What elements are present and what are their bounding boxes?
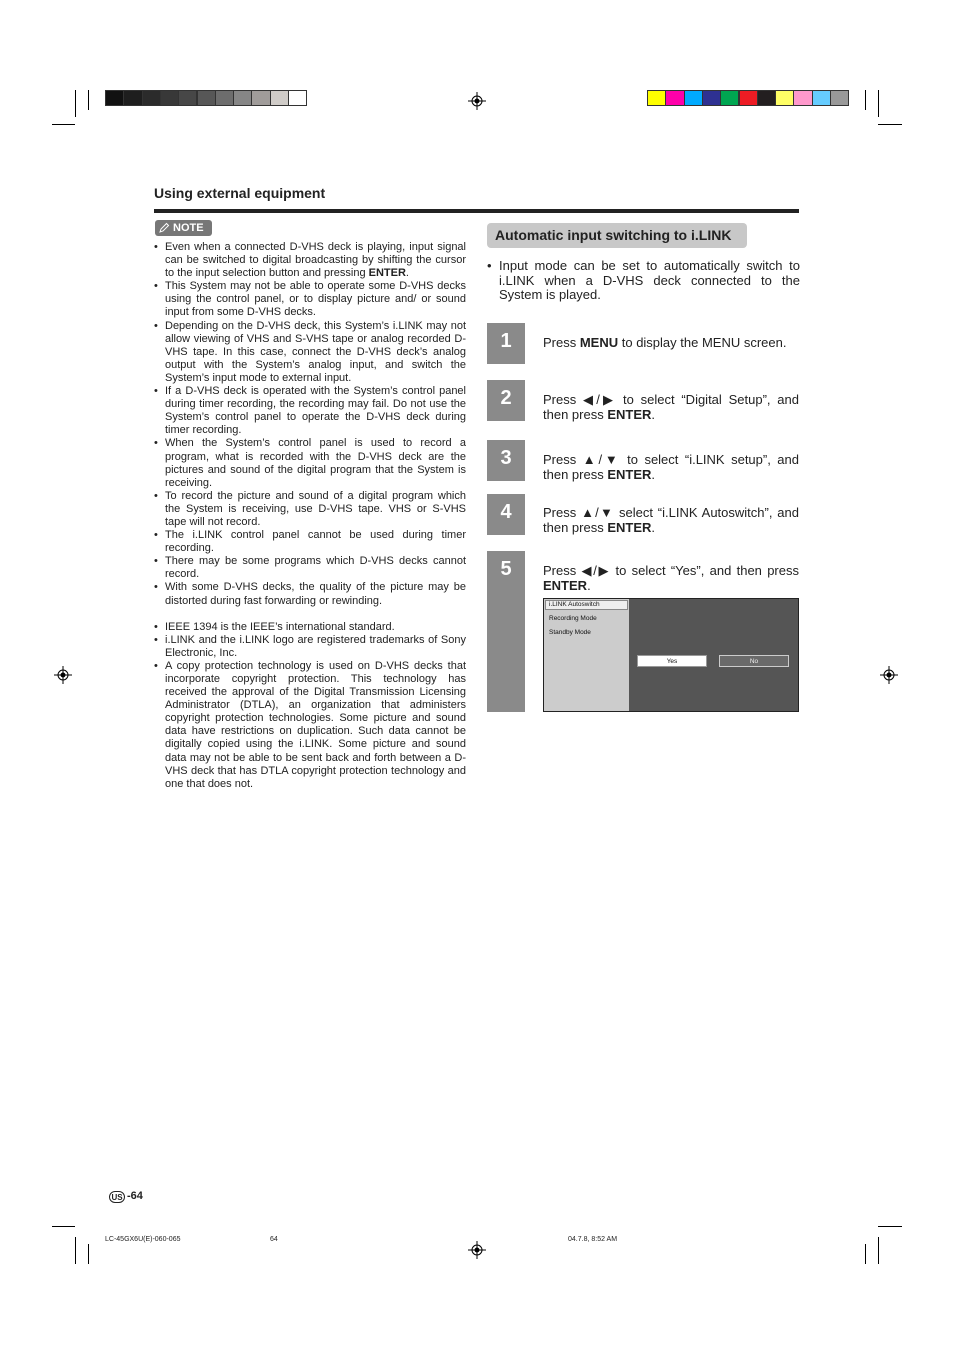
- color-swatch: [684, 90, 703, 106]
- crop-mark: [865, 1244, 866, 1264]
- color-swatch: [702, 90, 721, 106]
- step-number: 5: [487, 551, 525, 712]
- registration-mark-icon: [468, 92, 486, 110]
- footer-timestamp: 04.7.8, 8:52 AM: [568, 1236, 618, 1243]
- color-swatch: [739, 90, 758, 106]
- note-item: • A copy protection technology is used on D-VHS decks that incorporate copyright protection. This technology has received the approval of the Digital Transmission Licensing Administrator (DTLA), an organization that administers copyright protection technologies. Some picture and sound data have restrictions on duplication. Such data cannot be digitally copied using the i.LINK. Some picture and sound data may not be able to be sent back and forth between a D-VHS deck that has DTLA copyright protection technology and one that does not.: [154, 660, 466, 791]
- crop-mark: [52, 1226, 75, 1227]
- color-swatch: [757, 90, 776, 106]
- section-title: Using external equipment: [154, 185, 326, 201]
- yes-button[interactable]: Yes: [637, 655, 707, 667]
- step-number: 3: [487, 440, 525, 481]
- step-text: Press ▲/▼ select “i.LINK Autoswitch”, and then press ENTER.: [543, 505, 799, 535]
- menu-screen: [543, 598, 799, 712]
- crop-mark: [878, 1237, 879, 1264]
- color-swatch: [270, 90, 289, 106]
- region-badge: US: [109, 1191, 125, 1203]
- note-label: NOTE: [173, 222, 204, 234]
- color-swatch: [720, 90, 739, 106]
- color-swatch: [830, 90, 849, 106]
- color-swatch: [233, 90, 252, 106]
- note-item: • Depending on the D-VHS deck, this System’s i.LINK may not allow viewing of VHS and S-VHS tape or analog recorded D-VHS tape. In this case, connect the D-VHS deck’s analog output with the System’s analog input, and switch the System’s input mode to external input.: [154, 320, 466, 385]
- registration-mark-icon: [468, 1241, 486, 1259]
- note-list: [154, 241, 466, 791]
- menu-item[interactable]: Recording Mode: [549, 615, 597, 622]
- color-swatch: [197, 90, 216, 106]
- note-item: • If a D-VHS deck is operated with the System’s control panel during timer recording, the recording may fail. Do not use the System’s control panel to operate the D-VHS deck during timer recording.: [154, 385, 466, 437]
- menu-list: [544, 599, 629, 711]
- registration-mark-icon: [54, 666, 72, 684]
- note-item: • i.LINK and the i.LINK logo are registered trademarks of Sony Electronic, Inc.: [154, 634, 466, 660]
- step-number: 2: [487, 380, 525, 421]
- page-number: -64: [127, 1190, 143, 1202]
- pencil-icon: [158, 222, 170, 234]
- color-swatch: [160, 90, 179, 106]
- note-item: • There may be some programs which D-VHS decks cannot record.: [154, 555, 466, 581]
- footer-filename: LC-45GX6U(E)-060-065: [105, 1236, 181, 1243]
- color-swatch: [105, 90, 124, 106]
- note-item: • This System may not be able to operate some D-VHS decks using the control panel, or to display picture and/ or sound input from some D-VHS decks.: [154, 280, 466, 319]
- crop-mark: [88, 1244, 89, 1264]
- note-item: • Even when a connected D-VHS deck is playing, input signal can be switched to digital broadcasting by shifting the cursor to the input selection button and pressing ENTER.: [154, 241, 466, 280]
- crop-mark: [865, 90, 866, 110]
- note-item: • When the System’s control panel is used to record a program, what is recorded with the D-VHS deck are the pictures and sound of the digital program that the System is receiving.: [154, 437, 466, 489]
- step-number: 4: [487, 494, 525, 535]
- color-swatch: [793, 90, 812, 106]
- color-swatch: [123, 90, 142, 106]
- step-text: Press MENU to display the MENU screen.: [543, 335, 787, 350]
- color-swatch: [215, 90, 234, 106]
- crop-mark: [75, 1237, 76, 1264]
- footer-page: 64: [270, 1236, 278, 1243]
- color-swatch: [647, 90, 666, 106]
- color-swatch: [665, 90, 684, 106]
- menu-item[interactable]: Standby Mode: [549, 629, 591, 636]
- menu-item[interactable]: i.LINK Autoswitch: [549, 601, 600, 608]
- subsection-title: Automatic input switching to i.LINK: [487, 223, 747, 248]
- note-item: • The i.LINK control panel cannot be used during timer recording.: [154, 529, 466, 555]
- color-swatch: [251, 90, 270, 106]
- crop-mark: [878, 124, 902, 125]
- crop-mark: [878, 1226, 902, 1227]
- step-text: Press ◀/▶ to select “Yes”, and then press ENTER.: [543, 563, 799, 593]
- step-text: Press ▲/▼ to select “i.LINK setup”, and then press ENTER.: [543, 452, 799, 482]
- title-rule: [154, 209, 799, 213]
- color-swatch: [142, 90, 161, 106]
- color-swatch: [288, 90, 307, 106]
- note-badge: [155, 220, 212, 236]
- color-swatch: [775, 90, 794, 106]
- crop-mark: [52, 124, 75, 125]
- crop-mark: [75, 90, 76, 117]
- intro-text: • Input mode can be set to automatically switch to i.LINK when a D-VHS deck connected to the System is played.: [487, 259, 800, 303]
- color-swatch: [812, 90, 831, 106]
- crop-mark: [88, 90, 89, 110]
- registration-mark-icon: [880, 666, 898, 684]
- step-number: 1: [487, 323, 525, 364]
- crop-mark: [878, 90, 879, 117]
- note-item: • To record the picture and sound of a digital program which the System is receiving, use D-VHS tape. VHS or S-VHS tape will not record.: [154, 490, 466, 529]
- color-swatch: [178, 90, 197, 106]
- no-button[interactable]: No: [719, 655, 789, 667]
- step-text: Press ◀/▶ to select “Digital Setup”, and then press ENTER.: [543, 392, 799, 422]
- note-item: • IEEE 1394 is the IEEE’s international standard.: [154, 621, 466, 634]
- note-item: • With some D-VHS decks, the quality of the picture may be distorted during fast forwarding or rewinding.: [154, 581, 466, 607]
